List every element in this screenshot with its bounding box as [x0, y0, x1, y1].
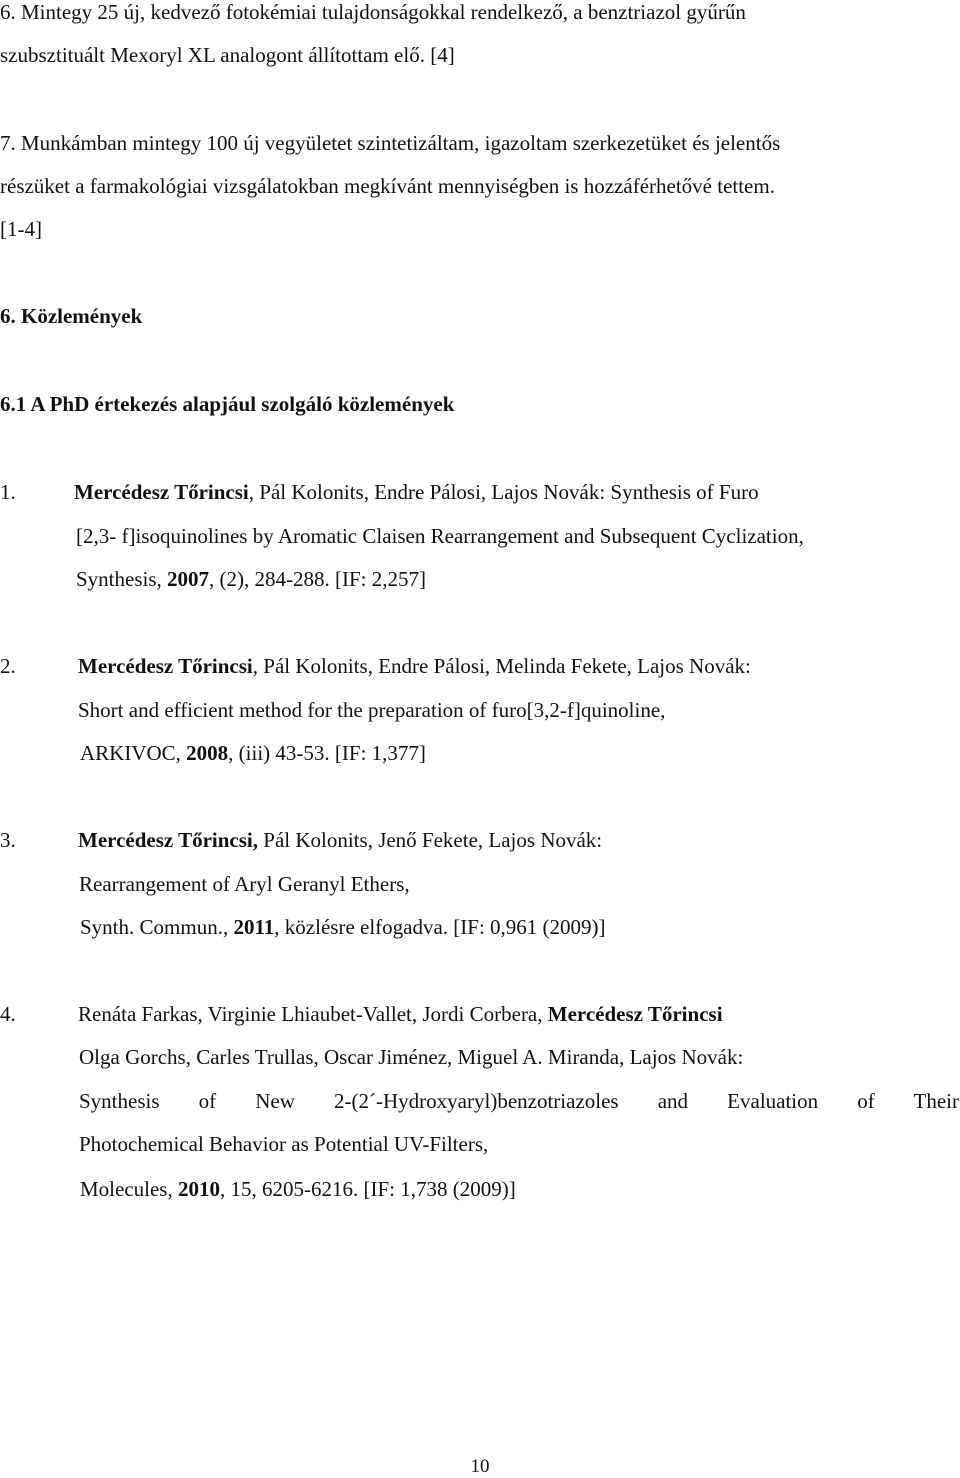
publication-source: [76, 569, 426, 590]
publication-authors: [74, 482, 759, 503]
page-number: 10: [470, 1456, 490, 1477]
publication-number: 3.: [0, 828, 16, 852]
co-authors: , Pál Kolonits, Endre Pálosi, Melinda Fekete, Lajos Novák:: [252, 654, 751, 678]
publication-authors-continued: Olga Gorchs, Carles Trullas, Oscar Jiménez, Miguel A. Miranda, Lajos Novák:: [79, 1045, 744, 1069]
publication-source: [80, 1179, 516, 1200]
publication-details: , (2), 284-288. [IF: 2,257]: [209, 567, 426, 591]
highlighted-author: Mercédesz Tőrincsi: [547, 1002, 723, 1026]
publication-source: [80, 917, 606, 938]
publication-authors: [78, 656, 751, 677]
item-7-line-1: 7. Munkámban mintegy 100 új vegyületet szintetizáltam, igazoltam szerkezetüket és jelentős: [0, 131, 781, 155]
item-6-line-2: szubsztituált Mexoryl XL analogont állítottam elő. [4]: [0, 43, 455, 67]
publication-title: [2,3- f]isoquinolines by Aromatic Claisen Rearrangement and Subsequent Cyclization,: [76, 524, 804, 548]
publication-title-continued: Photochemical Behavior as Potential UV-Filters,: [79, 1132, 489, 1156]
highlighted-author: Mercédesz Tőrincsi: [74, 480, 249, 504]
item-6-line-1: 6. Mintegy 25 új, kedvező fotokémiai tulajdonságokkal rendelkező, a benztriazol gyűrűn: [0, 0, 746, 24]
highlighted-author: Mercédesz Tőrincsi,: [78, 828, 259, 852]
publication-number: 1.: [0, 480, 16, 504]
publication-number: 2.: [0, 654, 16, 678]
publication-year: 2010: [177, 1177, 220, 1201]
publication-title: Synthesis of New 2-(2´-Hydroxyaryl)benzotriazoles and Evaluation of Their: [79, 1089, 959, 1113]
journal-name: Molecules,: [80, 1177, 178, 1201]
item-7-line-2: részüket a farmakológiai vizsgálatokban megkívánt mennyiségben is hozzáférhetővé tettem.: [0, 174, 775, 198]
publication-year: 2008: [186, 741, 229, 765]
item-7-line-3: [1-4]: [0, 217, 42, 241]
journal-name: Synth. Commun.,: [80, 915, 234, 939]
highlighted-author: Mercédesz Tőrincsi: [78, 654, 253, 678]
publication-title: Rearrangement of Aryl Geranyl Ethers,: [79, 872, 410, 896]
journal-name: Synthesis,: [76, 567, 168, 591]
publication-title: Short and efficient method for the preparation of furo[3,2-f]quinoline,: [78, 698, 666, 722]
publication-details: , 15, 6205-6216. [IF: 1,738 (2009)]: [219, 1177, 516, 1201]
co-authors: Pál Kolonits, Jenő Fekete, Lajos Novák:: [258, 828, 603, 852]
publication-year: 2011: [233, 915, 275, 939]
co-authors: Renáta Farkas, Virginie Lhiaubet-Vallet, Jordi Corbera,: [78, 1002, 548, 1026]
publication-details: , közlésre elfogadva. [IF: 0,961 (2009)]: [274, 915, 606, 939]
publication-year: 2007: [167, 567, 210, 591]
publication-authors: [78, 1004, 723, 1025]
journal-name: ARKIVOC,: [80, 741, 187, 765]
publication-details: , (iii) 43-53. [IF: 1,377]: [228, 741, 426, 765]
co-authors: , Pál Kolonits, Endre Pálosi, Lajos Novák: Synthesis of Furo: [248, 480, 759, 504]
publication-number: 4.: [0, 1002, 16, 1026]
publication-source: [80, 743, 426, 764]
section-title: 6. Közlemények: [0, 304, 143, 328]
publication-authors: [78, 830, 602, 851]
subsection-title: 6.1 A PhD értekezés alapjául szolgáló közlemények: [0, 392, 455, 416]
